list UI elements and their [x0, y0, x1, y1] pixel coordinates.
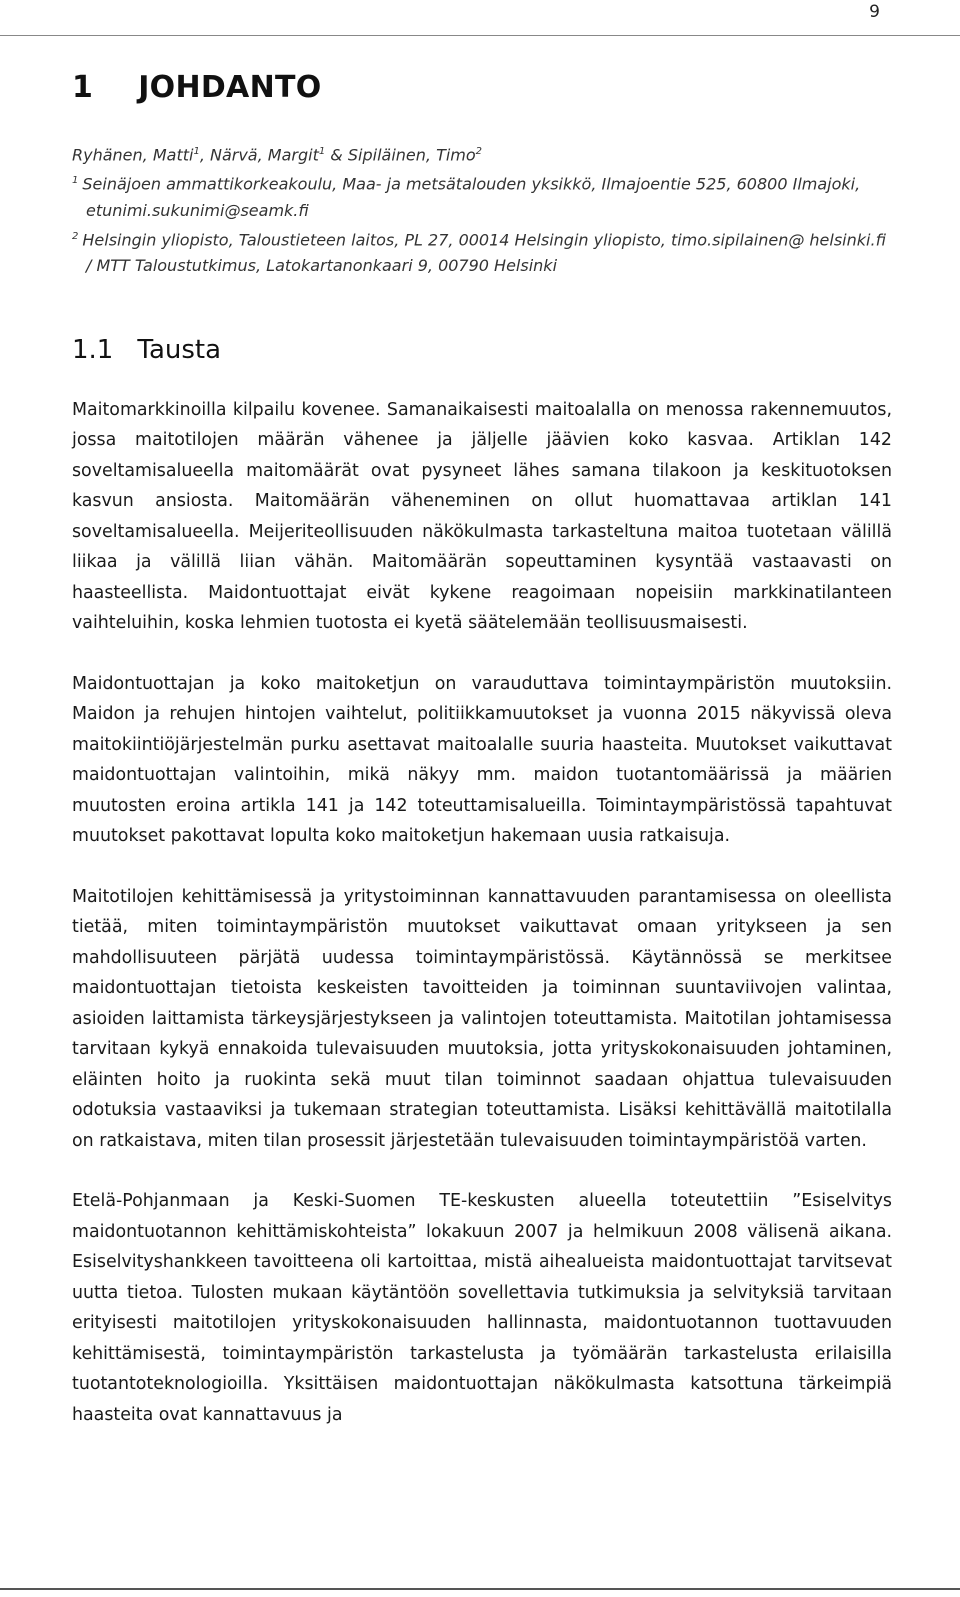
- author-name: Närvä, Margit: [209, 145, 319, 165]
- document-body: [72, 70, 892, 1460]
- affiliation-marker: 1: [193, 146, 200, 157]
- author-separator: &: [325, 145, 348, 165]
- affiliation-number: 1: [72, 175, 79, 187]
- chapter-number: 1: [72, 70, 94, 105]
- section-number: 1.1: [72, 334, 114, 365]
- affiliation-marker: 1: [318, 146, 326, 157]
- page-number: 9: [869, 2, 880, 22]
- paragraph: Maitotilojen kehittämisessä ja yritystoiminnan kannattavuuden parantamisessa on oleellista tietää, miten toimintaympäristön muutokset vaikuttavat omaan yritykseen ja sen mahdollisuuteen pärjätä uudessa toimintaympäristössä. Käytännössä se merkitsee maidontuottajan tietoista keskeisten tavoitteiden ja toiminnan suuntaviivojen valintaa, asioiden laittamista tärkeysjärjestykseen ja valintojen toteuttamista. Maitotilan johtamisessa tarvitaan kykyä ennakoida tulevaisuuden muutoksia, jotta yrityskokonaisuuden johtaminen, eläinten hoito ja ruokinta sekä muut tilan toiminnot saadaan ohjattua tulevaisuuden odotuksia vastaaviksi ja tukemaan strategian toteuttamista. Lisäksi kehittävällä maitotilalla on ratkaistava, miten tilan prosessit järjestetään tulevaisuuden toimintaympäristöä varten.: [72, 886, 892, 1151]
- affiliation-text: Seinäjoen ammattikorkeakoulu, Maa- ja metsätalouden yksikkö, Ilmajoentie 525, 60800 Ilmajoki, etunimi.sukunimi@seamk.fi: [82, 174, 861, 220]
- section-text: [72, 395, 892, 1431]
- paragraph: Etelä-Pohjanmaan ja Keski-Suomen TE-keskusten alueella toteutettiin ”Esiselvitys maidontuotannon kehittämiskohteista” lokakuun 2007 ja helmikuun 2008 välisenä aikana. Esiselvityshankkeen tavoitteena oli kartoittaa, mistä aihealueista maidontuottajat tarvitsevat uutta tietoa. Tulosten mukaan käytäntöön sovellettavia tutkimuksia ja selvityksiä tarvitaan erityisesti maitotilojen yrityskokonaisuuden hallinnasta, maidontuotannon tuottavuuden kehittämisestä, toimintaympäristön tarkastelusta ja työmäärän tarkastelusta erilaisilla tuotantoteknologioilla. Yksittäisen maidontuottajan näkökulmasta katsottuna tärkeimpiä haasteita ovat kannattavuus ja: [72, 1191, 892, 1425]
- author-name: Sipiläinen, Timo: [347, 145, 476, 165]
- affiliation-marker: 2: [475, 146, 483, 157]
- paragraph: Maidontuottajan ja koko maitoketjun on varauduttava toimintaympäristön muutoksiin. Maidon ja rehujen hintojen vaihtelut, politiikkamuutokset ja vuonna 2015 näkyvissä oleva maitokiintiöjärjestelmän purku asettavat maitoalalle suuria haasteita. Muutokset vaikuttavat maidontuottajan valintoihin, mikä näkyy mm. maidon tuotantomäärissä ja määrien muutosten eroina artikla 141 ja 142 toteuttamisalueilla. Toimintaympäristössä tapahtuvat muutokset pakottavat lopulta koko maitoketjun hakemaan uusia ratkaisuja.: [72, 673, 892, 847]
- section-title: Tausta: [137, 334, 222, 365]
- affiliation: [72, 168, 892, 223]
- footer-rule: [0, 1588, 960, 1590]
- author-line: [72, 139, 892, 168]
- section-heading: [72, 335, 892, 365]
- chapter-heading: [72, 70, 892, 105]
- author-separator: ,: [199, 145, 210, 165]
- affiliation-number: 2: [72, 230, 79, 242]
- chapter-title: JOHDANTO: [138, 70, 322, 105]
- author-name: Ryhänen, Matti: [72, 145, 194, 165]
- affiliation-text: Helsingin yliopisto, Taloustieteen laitos, PL 27, 00014 Helsingin yliopisto, timo.sipilainen@ helsinki.fi / MTT Taloustutkimus, Latokartanonkaari 9, 00790 Helsinki: [82, 229, 886, 275]
- paragraph: Maitomarkkinoilla kilpailu kovenee. Samanaikaisesti maitoalalla on menossa rakennemuutos, jossa maitotilojen määrän vähenee ja jäljelle jäävien koko kasvaa. Artiklan 142 soveltamisalueella maitomäärät ovat pysyneet lähes samana tilakoon ja keskituotoksen kasvun ansiosta. Maitomäärän väheneminen on ollut huomattavaa artiklan 141 soveltamisalueella. Meijeriteollisuuden näkökulmasta tarkasteltuna maitoa tuotetaan välillä liikaa ja välillä liian vähän. Maitomäärän sopeuttaminen kysyntää vastaavasti on haasteellista. Maidontuottajat eivät kykene reagoimaan nopeisiin markkinatilanteen vaihteluihin, koska lehmien tuotosta ei kyetä säätelemään teollisuusmaisesti.: [72, 399, 892, 634]
- header-rule: [0, 35, 960, 36]
- affiliation: [72, 224, 892, 279]
